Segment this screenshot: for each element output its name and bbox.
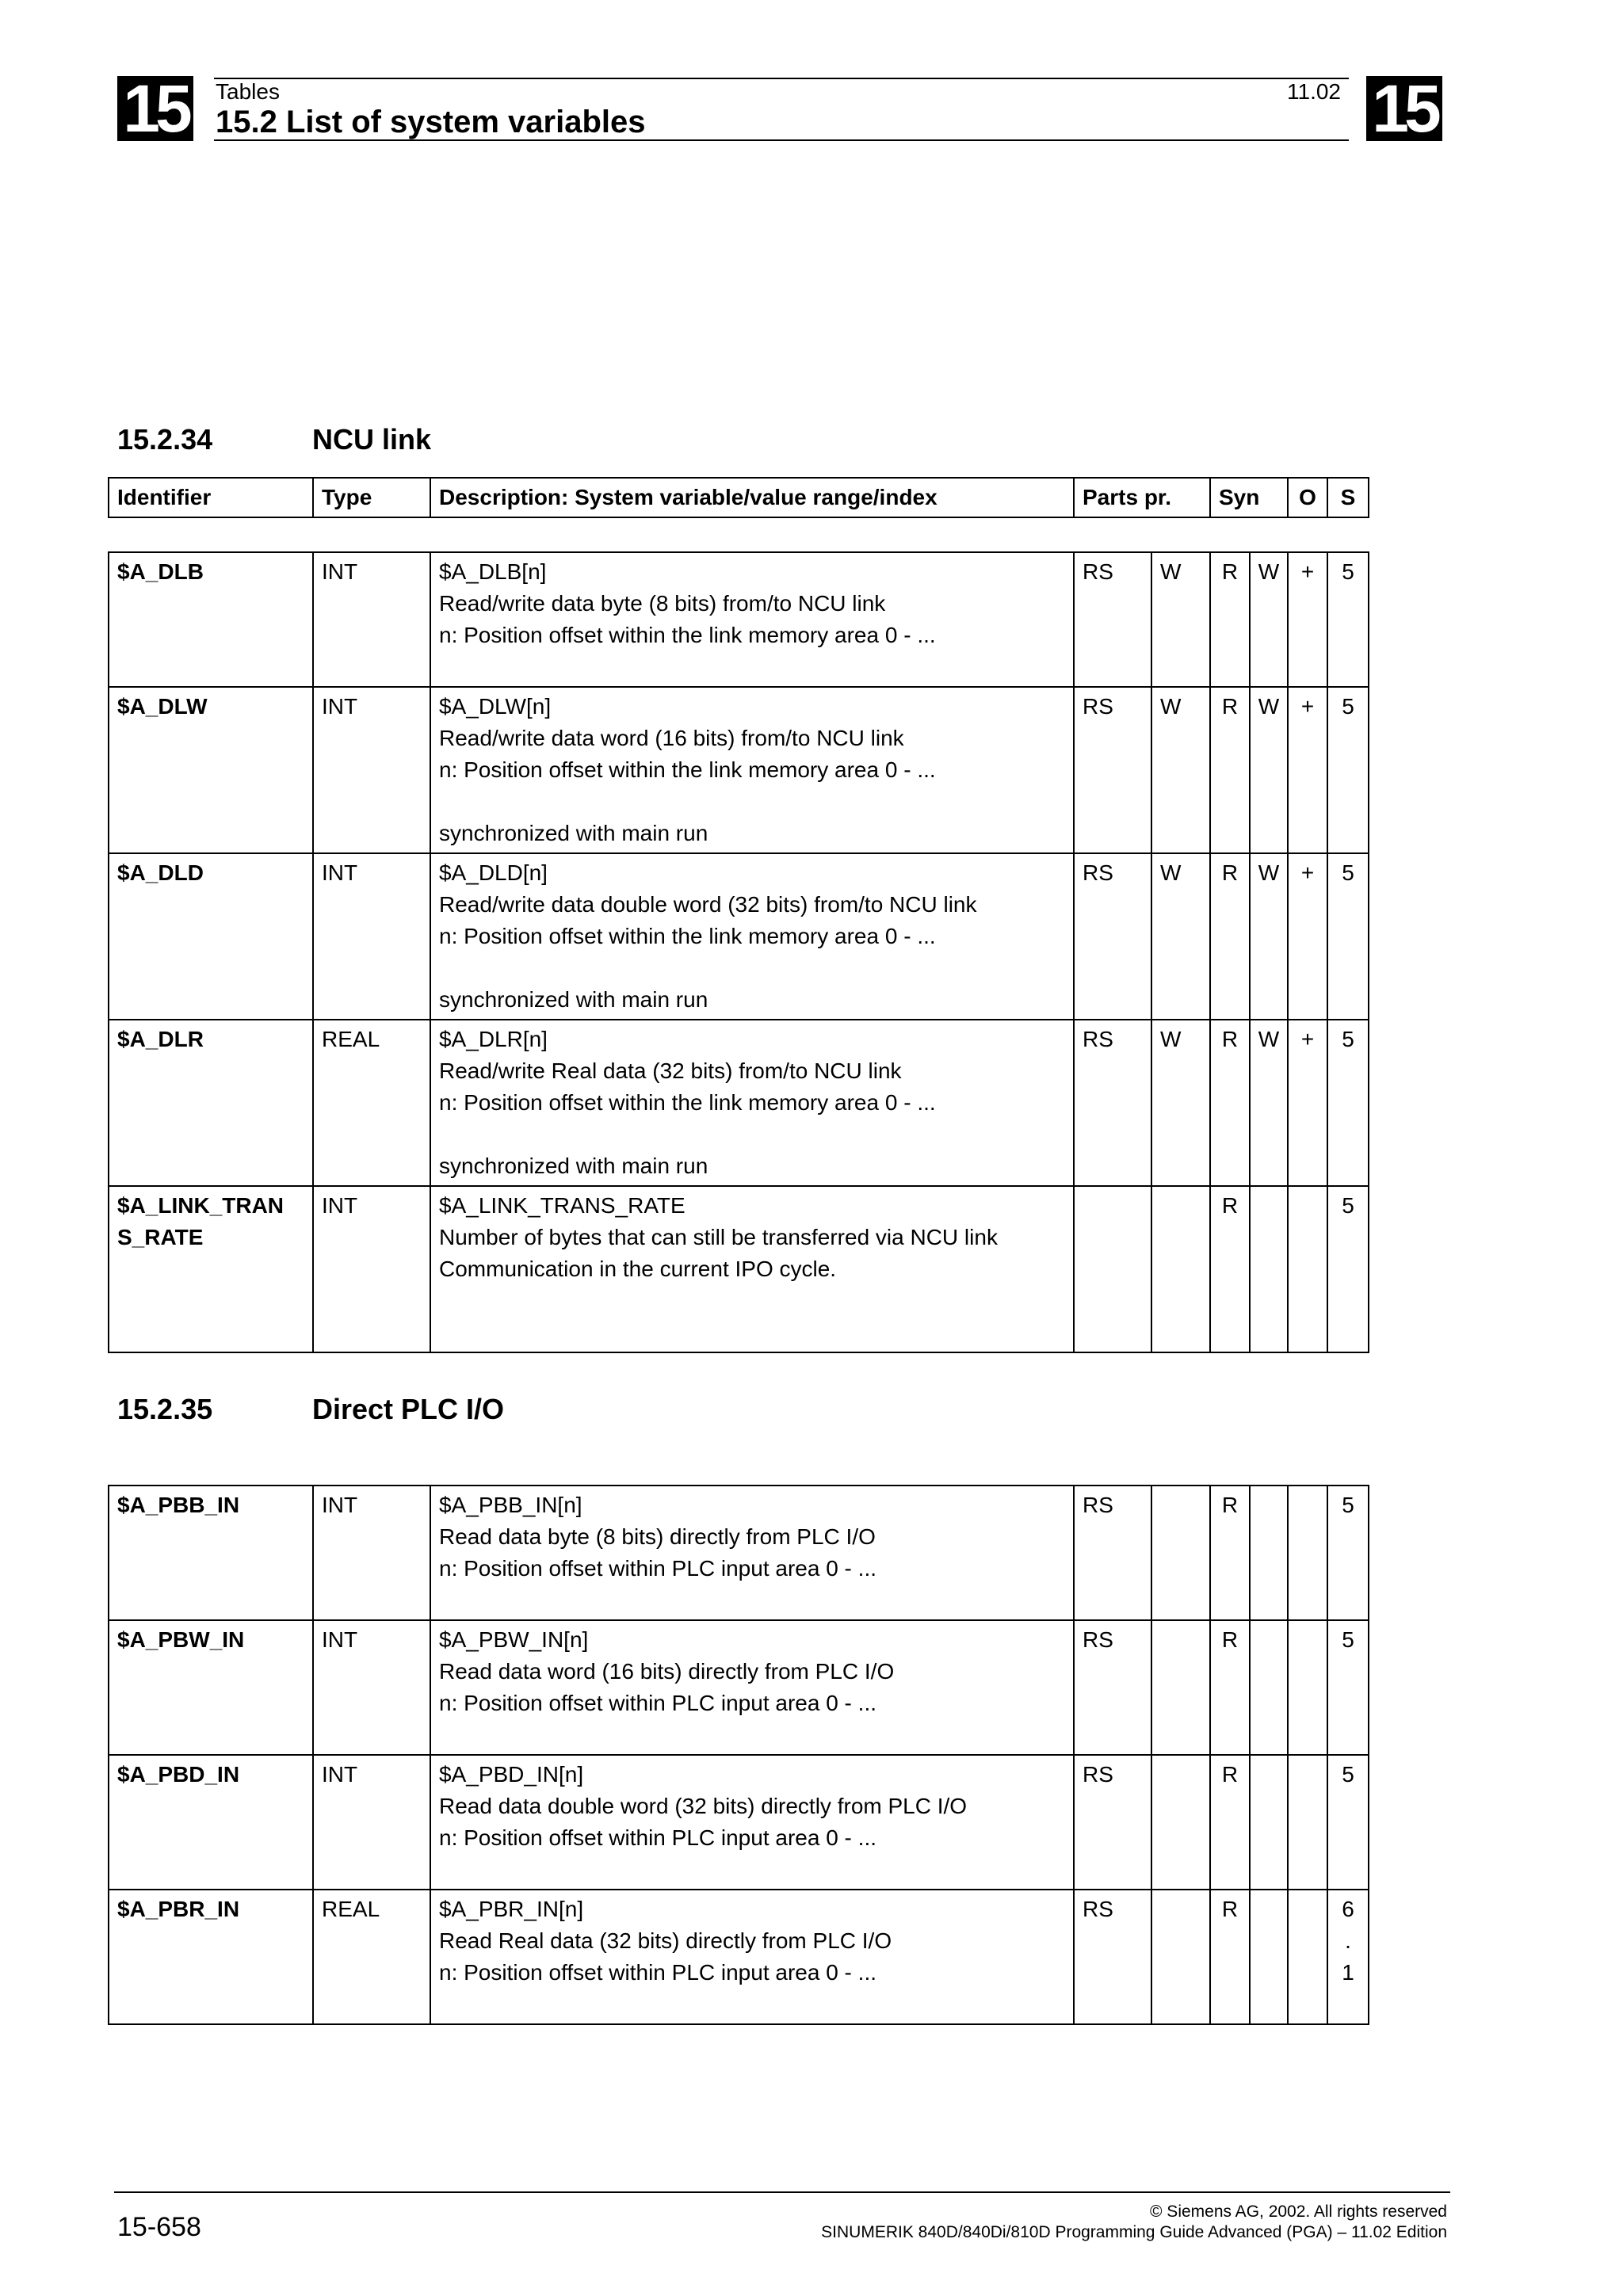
flag-cell-pp2: W	[1151, 1020, 1210, 1186]
cell-line: synchronized with main run	[439, 987, 708, 1012]
type-cell: INT	[313, 1486, 430, 1620]
table-row	[109, 687, 1369, 853]
cell-line	[439, 1119, 1065, 1150]
cell-line: $A_DLD[n]	[439, 860, 548, 885]
flag-cell-syn1: R	[1210, 1486, 1250, 1620]
page-number: 15-658	[117, 2212, 201, 2242]
type-cell: INT	[313, 1755, 430, 1890]
identifier-cell	[109, 1620, 313, 1755]
cell-line: synchronized with main run	[439, 1154, 708, 1178]
cell-line: Read/write Real data (32 bits) from/to NCU link	[439, 1058, 902, 1083]
flag-cell-syn1: R	[1210, 1755, 1250, 1890]
flag-cell-syn2: W	[1250, 1020, 1288, 1186]
description-cell	[430, 552, 1074, 687]
cell-line: 6	[1342, 1897, 1354, 1921]
flag-cell-pp2	[1151, 1890, 1210, 2024]
description-cell	[430, 1620, 1074, 1755]
flag-cell-syn2: W	[1250, 687, 1288, 853]
identifier-cell	[109, 1186, 313, 1352]
footer-copyright: © Siemens AG, 2002. All rights reserved	[1150, 2203, 1447, 2221]
cell-line: 5	[1342, 1627, 1354, 1652]
flag-cell-syn2	[1250, 1186, 1288, 1352]
column-header-description: Description: System variable/value range/index	[430, 478, 1074, 517]
flag-cell-pp1: RS	[1074, 853, 1151, 1020]
column-header-table	[108, 477, 1369, 518]
header-bottom-rule	[214, 139, 1349, 141]
column-header-row	[109, 478, 1369, 517]
flag-cell-syn1: R	[1210, 552, 1250, 687]
flag-cell-pp2	[1151, 1186, 1210, 1352]
s-cell	[1327, 1020, 1369, 1186]
flag-cell-syn2	[1250, 1486, 1288, 1620]
identifier-cell	[109, 1755, 313, 1890]
cell-line: n: Position offset within PLC input area 0 - ...	[439, 1691, 877, 1715]
cell-line: $A_PBW_IN	[117, 1627, 245, 1652]
flag-cell-o	[1288, 1186, 1327, 1352]
table-row	[109, 1186, 1369, 1352]
flag-cell-pp1: RS	[1074, 1755, 1151, 1890]
cell-line	[439, 1989, 1065, 2020]
flag-cell-o	[1288, 1486, 1327, 1620]
description-cell	[430, 1755, 1074, 1890]
cell-line: n: Position offset within the link memory area 0 - ...	[439, 1090, 936, 1115]
identifier-cell	[109, 1020, 313, 1186]
cell-line: Read/write data word (16 bits) from/to NCU link	[439, 726, 904, 750]
cell-line: $A_DLW[n]	[439, 694, 552, 719]
table-row	[109, 1755, 1369, 1890]
cell-line	[439, 1285, 1065, 1317]
cell-line: n: Position offset within the link memory area 0 - ...	[439, 924, 936, 948]
cell-line: n: Position offset within PLC input area 0 - ...	[439, 1960, 877, 1985]
s-cell	[1327, 552, 1369, 687]
cell-line: $A_DLR[n]	[439, 1027, 548, 1051]
table-row	[109, 552, 1369, 687]
identifier-cell	[109, 853, 313, 1020]
cell-line: 5	[1342, 1193, 1354, 1218]
cell-line: Read/write data double word (32 bits) from/to NCU link	[439, 892, 977, 917]
cell-line: 1	[1342, 1960, 1354, 1985]
flag-cell-syn1: R	[1210, 1186, 1250, 1352]
cell-line	[439, 1317, 1065, 1348]
cell-line: n: Position offset within the link memory area 0 - ...	[439, 757, 936, 782]
cell-line: $A_DLB[n]	[439, 559, 547, 584]
flag-cell-pp1: RS	[1074, 1020, 1151, 1186]
chapter-number: 15	[1372, 71, 1437, 146]
cell-line: S_RATE	[117, 1225, 204, 1249]
cell-line: n: Position offset within the link memory area 0 - ...	[439, 623, 936, 647]
identifier-cell	[109, 552, 313, 687]
flag-cell-pp1: RS	[1074, 1890, 1151, 2024]
cell-line: $A_PBD_IN[n]	[439, 1762, 584, 1787]
chapter-number-box-right	[1366, 71, 1442, 146]
table-row	[109, 1890, 1369, 2024]
flag-cell-pp2: W	[1151, 552, 1210, 687]
flag-cell-pp1	[1074, 1186, 1151, 1352]
flag-cell-o: +	[1288, 1020, 1327, 1186]
section-number: 15.2.34	[117, 423, 213, 456]
flag-cell-syn1: R	[1210, 1890, 1250, 2024]
cell-line	[439, 952, 1065, 984]
cell-line: 5	[1342, 559, 1354, 584]
column-header-parts-program: Parts pr.	[1074, 478, 1210, 517]
type-cell: INT	[313, 552, 430, 687]
cell-line	[439, 1854, 1065, 1886]
s-cell	[1327, 1755, 1369, 1890]
description-cell	[430, 687, 1074, 853]
flag-cell-pp1: RS	[1074, 687, 1151, 853]
chapter-number: 15	[123, 71, 188, 146]
footer-edition: SINUMERIK 840D/840Di/810D Programming Guide Advanced (PGA) – 11.02 Edition	[821, 2223, 1447, 2241]
cell-line: Read/write data byte (8 bits) from/to NCU link	[439, 591, 886, 616]
flag-cell-syn2	[1250, 1755, 1288, 1890]
cell-line: .	[1345, 1928, 1351, 1953]
identifier-cell	[109, 1486, 313, 1620]
cell-line	[439, 1585, 1065, 1616]
description-cell	[430, 1890, 1074, 2024]
type-cell: INT	[313, 853, 430, 1020]
cell-line: $A_DLR	[117, 1027, 204, 1051]
description-cell	[430, 853, 1074, 1020]
flag-cell-pp2: W	[1151, 853, 1210, 1020]
cell-line	[439, 651, 1065, 683]
type-cell: INT	[313, 1186, 430, 1352]
flag-cell-o	[1288, 1620, 1327, 1755]
table-row	[109, 1620, 1369, 1755]
description-cell	[430, 1020, 1074, 1186]
flag-cell-syn1: R	[1210, 1020, 1250, 1186]
cell-line: 5	[1342, 1493, 1354, 1517]
table-row	[109, 1486, 1369, 1620]
cell-line: $A_PBB_IN	[117, 1493, 240, 1517]
cell-line: n: Position offset within PLC input area 0 - ...	[439, 1825, 877, 1850]
ncu-link-table	[108, 551, 1369, 1353]
footer-rule	[114, 2191, 1450, 2193]
description-cell	[430, 1486, 1074, 1620]
cell-line: Communication in the current IPO cycle.	[439, 1257, 837, 1281]
cell-line: $A_LINK_TRANS_RATE	[439, 1193, 685, 1218]
page-title: 15.2 List of system variables	[216, 105, 646, 139]
identifier-cell	[109, 1890, 313, 2024]
type-cell: INT	[313, 687, 430, 853]
cell-line	[439, 786, 1065, 818]
flag-cell-syn2: W	[1250, 552, 1288, 687]
s-cell	[1327, 1486, 1369, 1620]
s-cell	[1327, 853, 1369, 1020]
flag-cell-o	[1288, 1890, 1327, 2024]
s-cell	[1327, 1620, 1369, 1755]
header-edition-date: 11.02	[1287, 79, 1341, 104]
cell-line: Read Real data (32 bits) directly from PLC I/O	[439, 1928, 892, 1953]
flag-cell-pp1: RS	[1074, 1620, 1151, 1755]
cell-line: Number of bytes that can still be transferred via NCU link	[439, 1225, 998, 1249]
flag-cell-pp1: RS	[1074, 1486, 1151, 1620]
type-cell: REAL	[313, 1890, 430, 2024]
flag-cell-o	[1288, 1755, 1327, 1890]
flag-cell-pp2: W	[1151, 687, 1210, 853]
s-cell	[1327, 1186, 1369, 1352]
flag-cell-o: +	[1288, 853, 1327, 1020]
flag-cell-pp1: RS	[1074, 552, 1151, 687]
column-header-s: S	[1327, 478, 1369, 517]
cell-line: $A_DLB	[117, 559, 204, 584]
section-title: Direct PLC I/O	[312, 1393, 505, 1425]
type-cell: INT	[313, 1620, 430, 1755]
chapter-number-box-left	[117, 71, 193, 146]
column-header-o: O	[1288, 478, 1327, 517]
cell-line: 5	[1342, 1762, 1354, 1787]
flag-cell-syn2	[1250, 1890, 1288, 2024]
flag-cell-syn2	[1250, 1620, 1288, 1755]
flag-cell-o: +	[1288, 687, 1327, 853]
cell-line: $A_DLD	[117, 860, 204, 885]
flag-cell-syn1: R	[1210, 853, 1250, 1020]
cell-line: 5	[1342, 860, 1354, 885]
flag-cell-pp2	[1151, 1486, 1210, 1620]
cell-line: n: Position offset within PLC input area 0 - ...	[439, 1556, 877, 1581]
flag-cell-syn1: R	[1210, 687, 1250, 853]
type-cell: REAL	[313, 1020, 430, 1186]
s-cell	[1327, 687, 1369, 853]
flag-cell-pp2	[1151, 1620, 1210, 1755]
cell-line: 5	[1342, 1027, 1354, 1051]
cell-line: $A_LINK_TRAN	[117, 1193, 285, 1218]
table-row	[109, 1020, 1369, 1186]
cell-line: $A_PBD_IN	[117, 1762, 240, 1787]
column-header-type: Type	[313, 478, 430, 517]
cell-line: $A_PBB_IN[n]	[439, 1493, 582, 1517]
table-row	[109, 853, 1369, 1020]
header-top-rule	[214, 78, 1349, 79]
identifier-cell	[109, 687, 313, 853]
column-header-synchronized: Syn	[1210, 478, 1288, 517]
cell-line: $A_DLW	[117, 694, 208, 719]
description-cell	[430, 1186, 1074, 1352]
cell-line: $A_PBR_IN[n]	[439, 1897, 584, 1921]
cell-line: $A_PBR_IN	[117, 1897, 240, 1921]
cell-line: Read data byte (8 bits) directly from PLC I/O	[439, 1524, 876, 1549]
flag-cell-syn2: W	[1250, 853, 1288, 1020]
cell-line	[439, 1719, 1065, 1751]
s-cell	[1327, 1890, 1369, 2024]
column-header-identifier: Identifier	[109, 478, 313, 517]
cell-line: Read data word (16 bits) directly from PLC I/O	[439, 1659, 895, 1684]
header-section-label: Tables	[216, 79, 280, 104]
section-title: NCU link	[312, 423, 432, 456]
flag-cell-pp2	[1151, 1755, 1210, 1890]
flag-cell-o: +	[1288, 552, 1327, 687]
section-number: 15.2.35	[117, 1393, 213, 1425]
cell-line: 5	[1342, 694, 1354, 719]
cell-line: $A_PBW_IN[n]	[439, 1627, 589, 1652]
direct-plc-io-table	[108, 1485, 1369, 2025]
flag-cell-syn1: R	[1210, 1620, 1250, 1755]
cell-line: Read data double word (32 bits) directly from PLC I/O	[439, 1794, 968, 1818]
cell-line: synchronized with main run	[439, 821, 708, 845]
